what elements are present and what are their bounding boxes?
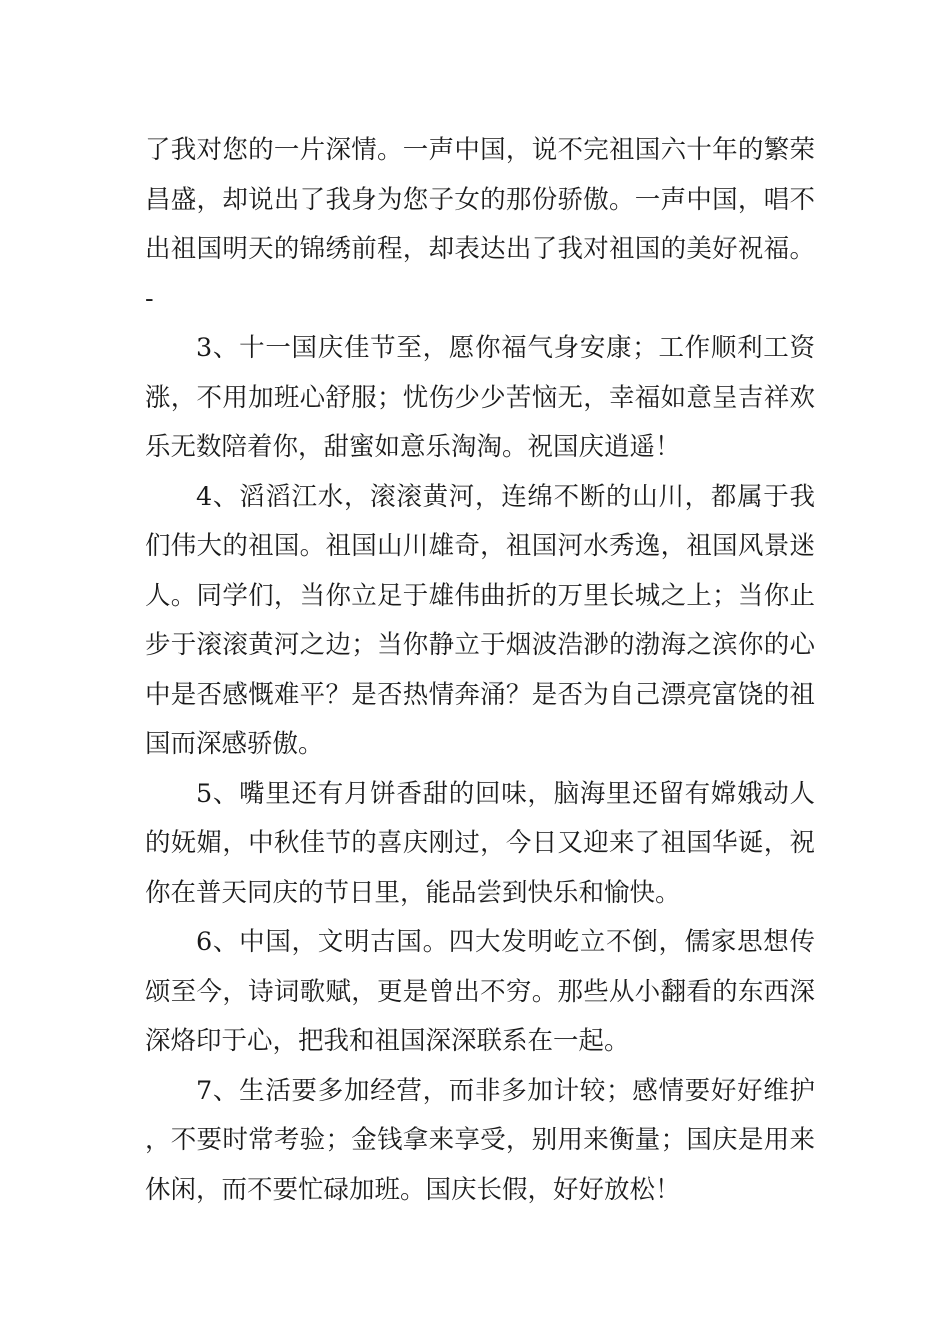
paragraph-item-7: 7、生活要多加经营，而非多加计较；感情要好好维护，不要时常考验；金钱拿来享受，别用来衡量；国庆是用来休闲，而不要忙碌加班。国庆长假，好好放松！ xyxy=(145,1075,815,1205)
paragraph-item-4: 4、滔滔江水，滚滚黄河，连绵不断的山川，都属于我们伟大的祖国。祖国山川雄奇，祖国河水秀逸，祖国风景迷人。同学们，当你立足于雄伟曲折的万里长城之上；当你止步于滚滚黄河之边；当你静立于烟波浩渺的渤海之滨你的心中是否感慨难平？是否热情奔涌？是否为自己漂亮富饶的祖国而深感骄傲。 xyxy=(145,481,815,759)
paragraph-item-3: 3、十一国庆佳节至，愿你福气身安康；工作顺利工资涨，不用加班心舒服；忧伤少少苦恼无，幸福如意呈吉祥欢乐无数陪着你，甜蜜如意乐淘淘。祝国庆逍遥！ xyxy=(145,333,815,462)
document-body xyxy=(145,126,815,1215)
paragraph-item-6: 6、中国，文明古国。四大发明屹立不倒，儒家思想传颂至今，诗词歌赋，更是曾出不穷。那些从小翻看的东西深深烙印于心，把我和祖国深深联系在一起。 xyxy=(145,927,815,1056)
paragraph-item-5: 5、嘴里还有月饼香甜的回味，脑海里还留有嫦娥动人的妩媚，中秋佳节的喜庆刚过，今日又迎来了祖国华诞，祝你在普天同庆的节日里，能品尝到快乐和愉快。 xyxy=(145,778,815,908)
paragraph-continued: 了我对您的一片深情。一声中国，说不完祖国六十年的繁荣昌盛，却说出了我身为您子女的那份骄傲。一声中国，唱不出祖国明天的锦绣前程，却表达出了我对祖国的美好祝福。- xyxy=(145,135,815,314)
